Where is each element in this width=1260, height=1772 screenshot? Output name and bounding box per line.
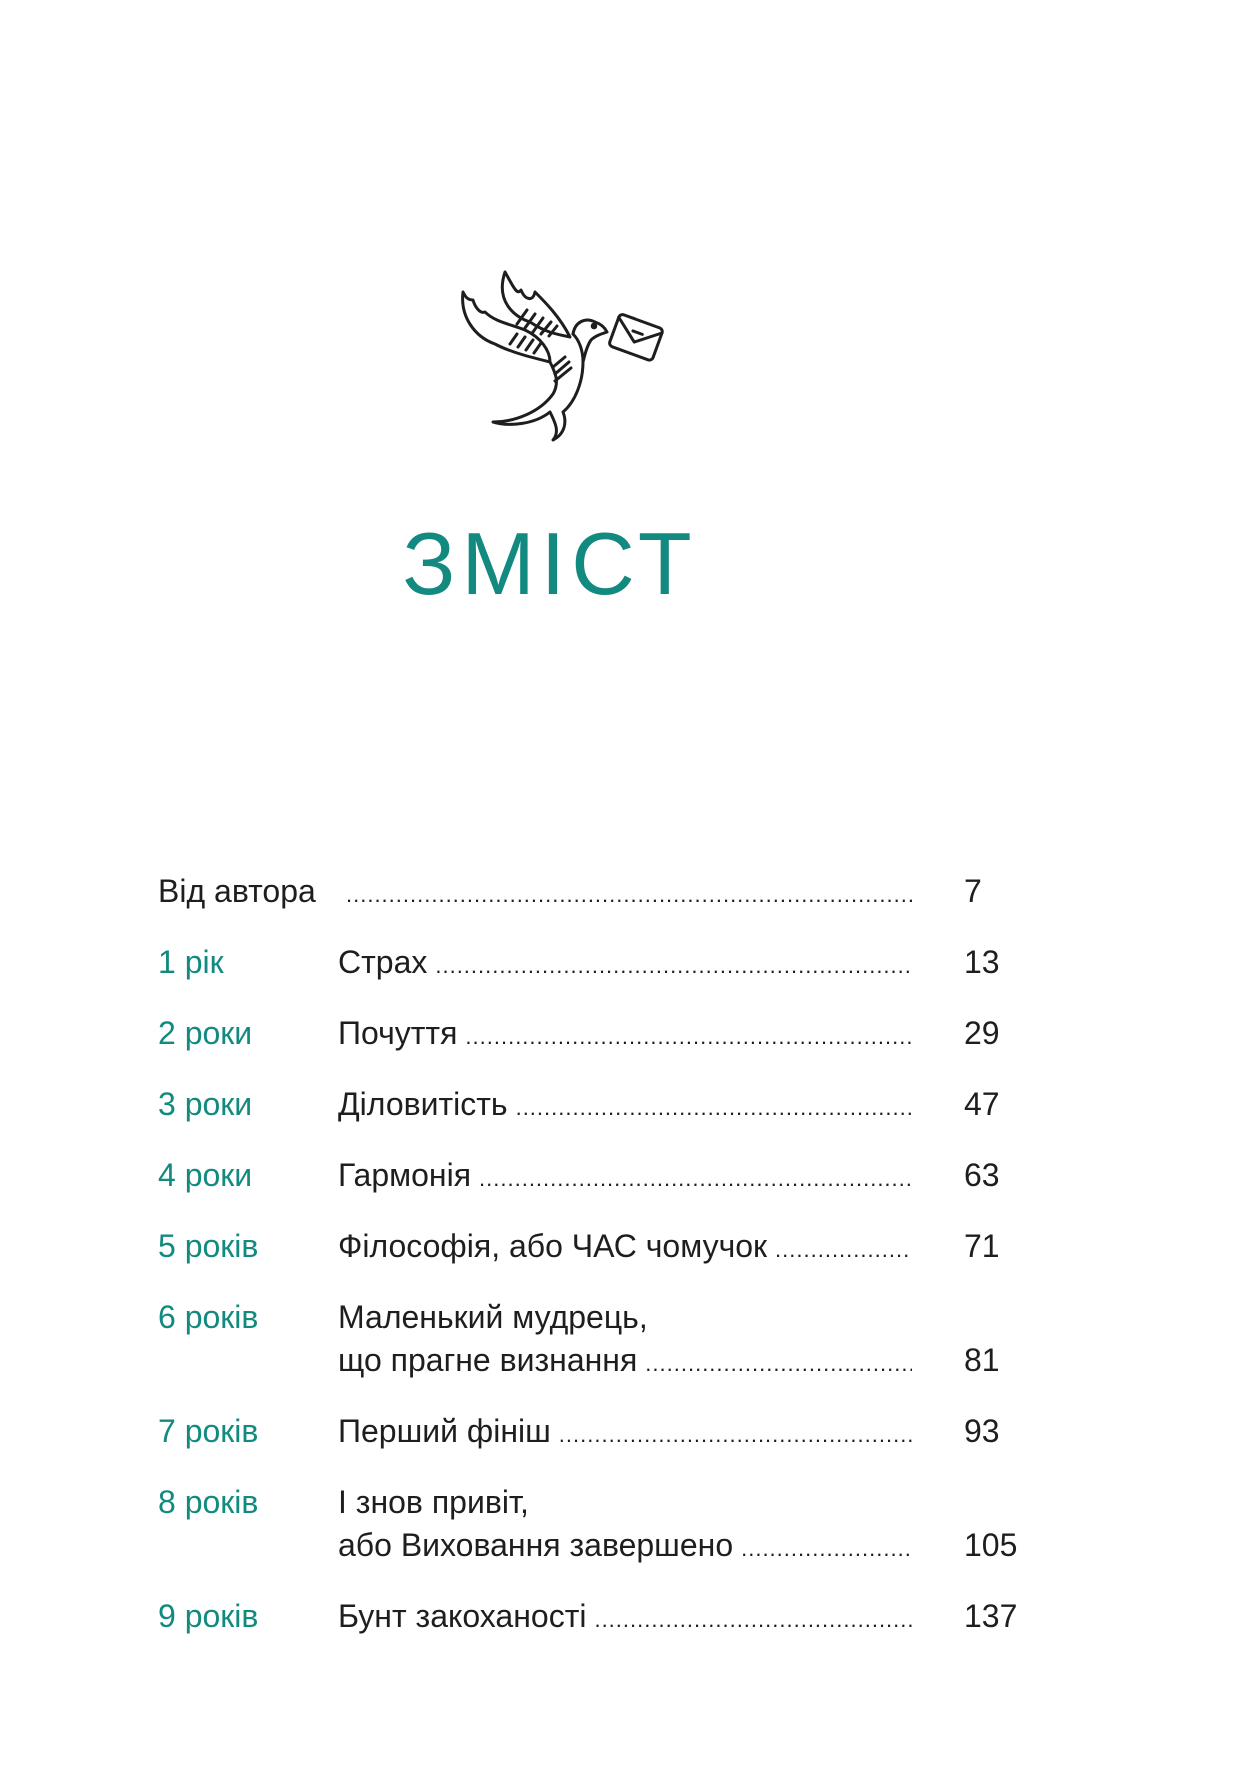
toc-entry[interactable] — [158, 1225, 1058, 1271]
page-title: ЗМІСТ — [402, 514, 698, 613]
toc-entry-title-line-2: що прагне визнання — [338, 1342, 638, 1378]
toc-leader-dots — [465, 1015, 912, 1058]
toc-entry[interactable] — [158, 1296, 1058, 1385]
toc-age-label: 5 років — [158, 1228, 259, 1264]
toc-entry[interactable] — [158, 1481, 1058, 1570]
toc-age-label: 9 років — [158, 1598, 259, 1634]
toc-entry-label: Від автора — [158, 873, 316, 909]
toc-page-number: 137 — [964, 1598, 1018, 1634]
toc-age-label: 2 роки — [158, 1015, 253, 1051]
toc-page-number: 81 — [964, 1342, 1000, 1378]
toc-age-label: 6 років — [158, 1299, 259, 1335]
toc-page-number: 63 — [964, 1157, 1000, 1193]
toc-entry-title: Перший фініш — [338, 1413, 551, 1449]
toc-entry-title-line-1: Маленький мудрець, — [338, 1299, 648, 1335]
toc-entry-title: Діловитість — [338, 1086, 508, 1122]
toc-page-number: 47 — [964, 1086, 1000, 1122]
toc-leader-dots — [775, 1228, 912, 1271]
toc-leader-dots — [559, 1413, 912, 1456]
toc-entry-title: Бунт закоханості — [338, 1598, 587, 1634]
toc-entry-title-line-2: або Виховання завершено — [338, 1527, 734, 1563]
toc-entry[interactable] — [158, 1154, 1058, 1200]
toc-entry[interactable] — [158, 1012, 1058, 1058]
toc-page-number: 93 — [964, 1413, 1000, 1449]
toc-age-label: 8 років — [158, 1484, 259, 1520]
toc-leader-dots — [594, 1598, 912, 1641]
toc-entry-title: Філософія, або ЧАС чомучок — [338, 1228, 768, 1264]
toc-age-label: 4 роки — [158, 1157, 253, 1193]
toc-page-number: 29 — [964, 1015, 1000, 1051]
toc-entry-title: Почуття — [338, 1015, 458, 1051]
toc-age-label: 3 роки — [158, 1086, 253, 1122]
toc-page-number: 7 — [964, 873, 982, 909]
toc-leader-dots — [346, 873, 912, 916]
toc-entry-title: Страх — [338, 944, 428, 980]
toc-leader-dots — [516, 1086, 912, 1129]
toc-page-number: 13 — [964, 944, 1000, 980]
toc-leader-dots — [479, 1157, 912, 1200]
toc-entry-title: Гармонія — [338, 1157, 472, 1193]
toc-entry[interactable] — [158, 1410, 1058, 1456]
toc-age-label: 7 років — [158, 1413, 259, 1449]
toc-entry[interactable] — [158, 1083, 1058, 1129]
toc-entry[interactable] — [158, 1595, 1058, 1641]
dove-with-envelope-icon — [455, 262, 665, 457]
toc-entry-title-line-1: І знов привіт, — [338, 1484, 529, 1520]
table-of-contents — [158, 870, 1058, 1666]
toc-leader-dots — [741, 1527, 912, 1570]
toc-entry[interactable] — [158, 941, 1058, 987]
toc-page-number: 105 — [964, 1527, 1018, 1563]
toc-leader-dots — [435, 944, 912, 987]
toc-leader-dots — [645, 1342, 912, 1385]
toc-page-number: 71 — [964, 1228, 1000, 1264]
toc-entry[interactable] — [158, 870, 1058, 916]
toc-age-label: 1 рік — [158, 944, 224, 980]
